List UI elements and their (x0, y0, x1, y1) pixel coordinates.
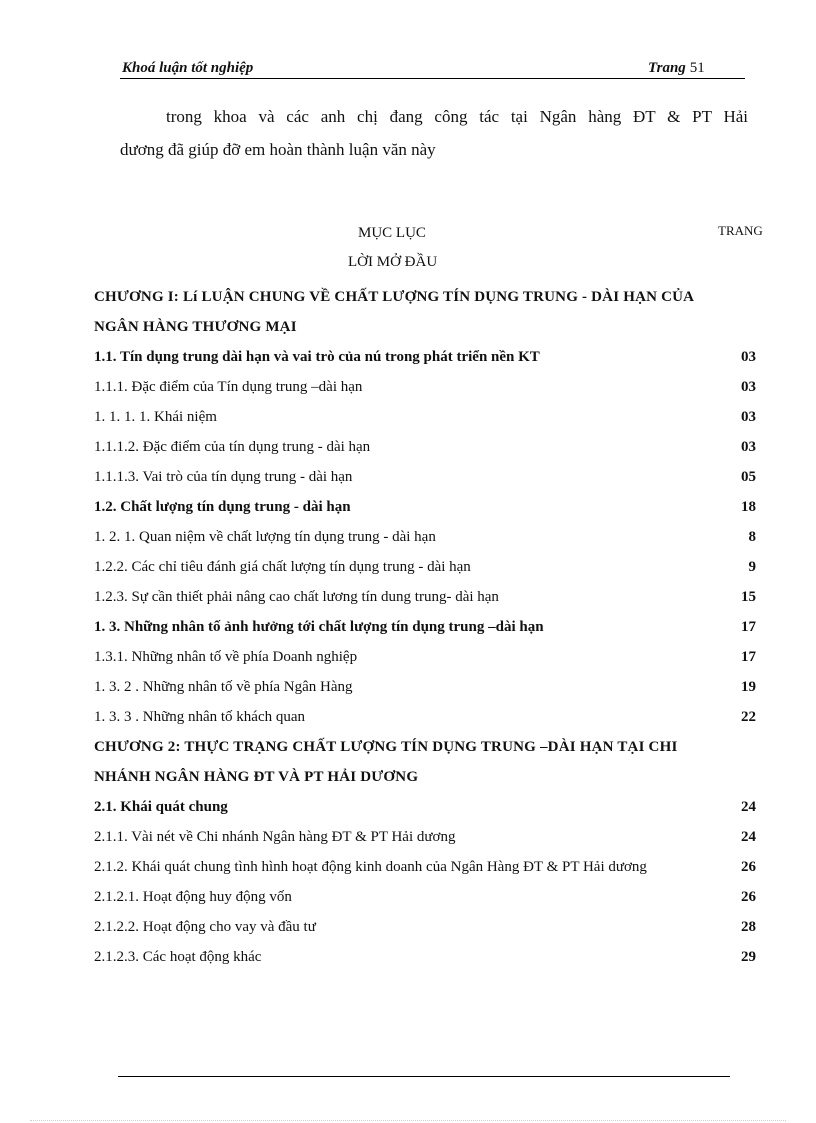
toc-entry-page: 28 (741, 919, 756, 935)
toc-entry (94, 492, 760, 522)
document-title: Khoá luận tốt nghiệp (122, 60, 254, 76)
toc-entry-text: 1.2. Chất lượng tín dụng trung - dài hạn (94, 499, 351, 515)
table-of-contents (94, 282, 760, 972)
toc-entry (94, 432, 760, 462)
toc-entry (94, 822, 760, 852)
footer-rule (118, 1076, 730, 1077)
toc-entry-text: 2.1.2. Khái quát chung tình hình hoạt động kinh doanh của Ngân Hàng ĐT & PT Hải dương (94, 859, 647, 875)
toc-entry-text: 2.1. Khái quát chung (94, 799, 228, 815)
toc-entry (94, 462, 760, 492)
page-label: Trang (648, 60, 686, 76)
toc-subtitle: LỜI MỞ ĐẦU (348, 254, 438, 270)
toc-entry-text: 2.1.2.2. Hoạt động cho vay và đầu tư (94, 919, 316, 935)
toc-entry-text: 2.1.2.1. Hoạt động huy động vốn (94, 889, 292, 905)
toc-entry-page: 05 (741, 469, 756, 485)
toc-entry-text: CHƯƠNG I: Lí LUẬN CHUNG VỀ CHẤT LƯỢNG TÍN DỤNG TRUNG - DÀI HẠN CỦA NGÂN HÀNG THƯƠNG MẠI (94, 289, 694, 335)
toc-entry (94, 792, 760, 822)
toc-title: MỤC LỤC (358, 225, 426, 241)
toc-entry-text: 1. 1. 1. 1. Khái niệm (94, 409, 217, 425)
toc-entry-page: 15 (741, 589, 756, 605)
toc-entry-text: 1.3.1. Những nhân tố về phía Doanh nghiệp (94, 649, 358, 665)
toc-entry-text: 1.1. Tín dụng trung dài hạn và vai trò của nú trong phát triển nền KT (94, 349, 540, 365)
toc-entry-page: 17 (741, 649, 756, 665)
toc-entry-text: 2.1.2.3. Các hoạt động khác (94, 949, 262, 965)
toc-entry-text: 1.1.1.2. Đặc điểm của tín dụng trung - dài hạn (94, 439, 371, 455)
toc-entry-text: 1. 2. 1. Quan niệm về chất lượng tín dụng trung - dài hạn (94, 529, 436, 545)
toc-entry (94, 522, 760, 552)
toc-entry-page: 18 (741, 499, 756, 515)
toc-page-column-label: TRANG (718, 223, 763, 238)
toc-entry-text: 1.1.1. Đặc điểm của Tín dụng trung –dài hạn (94, 379, 363, 395)
toc-entry (94, 612, 760, 642)
toc-entry-text: 1. 3. Những nhân tố ảnh hưởng tới chất lượng tín dụng trung –dài hạn (94, 619, 544, 635)
toc-entry-page: 9 (748, 559, 756, 575)
toc-entry-text: 1. 3. 3 . Những nhân tố khách quan (94, 709, 306, 725)
intro-line-2: dương đã giúp đỡ em hoàn thành luận văn này (120, 140, 436, 159)
toc-entry (94, 282, 760, 342)
page-edge-dotted-line (30, 1120, 786, 1121)
toc-entry (94, 942, 760, 972)
toc-entry-page: 19 (741, 679, 756, 695)
toc-entry (94, 672, 760, 702)
toc-entry-text: 1. 3. 2 . Những nhân tố về phía Ngân Hàng (94, 679, 353, 695)
toc-entry-page: 22 (741, 709, 756, 725)
toc-entry-page: 24 (741, 799, 756, 815)
toc-entry-page: 8 (748, 529, 756, 545)
intro-paragraph (120, 100, 748, 166)
toc-entry-page: 26 (741, 889, 756, 905)
toc-entry-text: CHƯƠNG 2: THỰC TRẠNG CHẤT LƯỢNG TÍN DỤNG TRUNG –DÀI HẠN TẠI CHI NHÁNH NGÂN HÀNG ĐT VÀ PT HẢI DƯƠNG (94, 739, 678, 785)
toc-entry (94, 882, 760, 912)
toc-entry-page: 29 (741, 949, 756, 965)
toc-entry (94, 852, 760, 882)
toc-entry-text: 2.1.1. Vài nét về Chi nhánh Ngân hàng ĐT & PT Hải dương (94, 829, 456, 845)
toc-entry (94, 552, 760, 582)
toc-entry (94, 732, 760, 792)
toc-entry-text: 1.1.1.3. Vai trò của tín dụng trung - dài hạn (94, 469, 353, 485)
toc-entry-page: 17 (741, 619, 756, 635)
page-number: 51 (689, 60, 705, 76)
toc-entry (94, 372, 760, 402)
page-header (120, 60, 745, 79)
toc-entry-text: 1.2.2. Các chỉ tiêu đánh giá chất lượng tín dụng trung - dài hạn (94, 559, 471, 575)
toc-entry-page: 03 (741, 409, 756, 425)
toc-entry (94, 702, 760, 732)
toc-entry-page: 03 (741, 379, 756, 395)
page-indicator (648, 60, 745, 77)
toc-entry-page: 24 (741, 829, 756, 845)
toc-entry-page: 03 (741, 349, 756, 365)
toc-entry (94, 582, 760, 612)
toc-entry (94, 342, 760, 372)
toc-entry-page: 26 (741, 859, 756, 875)
toc-entry (94, 402, 760, 432)
intro-line-1: trong khoa và các anh chị đang công tác tại Ngân hàng ĐT & PT Hải (166, 107, 748, 126)
toc-entry (94, 642, 760, 672)
toc-entry-page: 03 (741, 439, 756, 455)
toc-entry (94, 912, 760, 942)
toc-entry-text: 1.2.3. Sự cần thiết phải nâng cao chất lương tín dung trung- dài hạn (94, 589, 499, 605)
